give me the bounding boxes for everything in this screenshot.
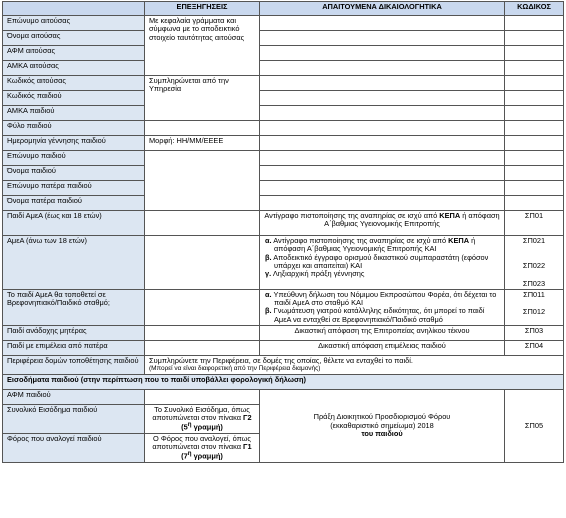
income-document-line: του παιδιού — [361, 428, 403, 438]
table-row — [3, 325, 564, 340]
field-label: Επώνυμο πατέρα παιδιού — [3, 181, 145, 196]
note-sup: η — [187, 421, 192, 429]
documents-cell — [260, 61, 505, 76]
doc-text: Υπεύθυνη δήλωση του Νόμιμου Εκπροσώπου Φορέα, ότι δέχεται το παιδί ΑμεΑ στο σταθμό ΚΑΙ — [271, 289, 497, 308]
amea-child-documents — [260, 211, 505, 236]
doc-text-bold: ΚΕΠΑ — [439, 211, 461, 220]
code-value: ΣΠ021 — [522, 236, 546, 245]
income-document-line: (εκκαθαριστικό σημείωμα) 2018 — [330, 420, 434, 430]
requirements-table — [2, 1, 564, 463]
table-row — [3, 355, 564, 374]
item-marker: γ. — [265, 269, 272, 279]
foster-document: Δικαστική απόφαση της Επιτροπείας ανηλίκου τέκνου — [260, 325, 505, 340]
item-marker: α. — [265, 289, 272, 299]
foster-label: Παιδί ανάδοχης μητέρας — [3, 325, 145, 340]
notes-cell — [145, 151, 260, 211]
tax-note — [145, 433, 260, 462]
code-cell — [505, 31, 564, 46]
header-field — [3, 2, 145, 16]
documents-cell — [260, 16, 505, 31]
documents-cell — [260, 31, 505, 46]
field-label: Όνομα πατέρα παιδιού — [3, 196, 145, 211]
table-row — [3, 289, 564, 325]
notes-cell — [145, 211, 260, 236]
doc-text: ή απόφαση Α΄βαθμιας Υγειονομικής Επιτροπής ΚΑΙ — [274, 236, 476, 254]
field-label: ΑΜΚΑ παιδιού — [3, 106, 145, 121]
table-row — [3, 121, 564, 136]
amea-adult-label: ΑμεΑ (άνω των 18 ετών) — [3, 236, 145, 290]
header-row — [3, 2, 564, 16]
custody-document: Δικαστική απόφαση επιμέλειας παιδιού — [260, 340, 505, 355]
income-document-line: Πράξη Διοικητικού Προσδιορισμού Φόρου — [313, 412, 451, 422]
doc-text: Αντίγραφο πιστοποίησης της αναπηρίας σε ισχύ από — [264, 211, 440, 220]
doc-text: ή απόφαση Α΄βαθμιας Υγειονομικής Επιτροπής — [324, 211, 500, 229]
table-row — [3, 389, 564, 404]
income-code: ΣΠ05 — [505, 389, 564, 463]
field-label: Όνομα παιδιού — [3, 166, 145, 181]
header-documents: ΑΠΑΙΤΟΥΜΕΝΑ ΔΙΚΑΙΟΛΟΓΗΤΙΚΑ — [260, 2, 505, 16]
documents-cell — [260, 76, 505, 91]
field-label: Κωδικός παιδιού — [3, 91, 145, 106]
doc-text: Ληξιαρχική πράξη γέννησης — [271, 269, 365, 279]
tax-label: Φόρος που αναλογεί παιδιού — [3, 433, 145, 462]
documents-cell — [260, 181, 505, 196]
field-label: Κωδικός αιτούσας — [3, 76, 145, 91]
notes-cell — [145, 340, 260, 355]
daycare-documents — [260, 289, 505, 325]
foster-code: ΣΠ03 — [505, 325, 564, 340]
documents-cell — [260, 91, 505, 106]
regions-note-text: Συμπληρώνετε την Περιφέρεια, σε δομές της οποίας, θέλετε να ενταχθεί το παιδί. — [149, 355, 413, 365]
field-label: ΑΦΜ αιτούσας — [3, 46, 145, 61]
total-income-label: Συνολικό Εισόδημα παιδιού — [3, 404, 145, 433]
note-text-bold: γραμμή) — [191, 422, 223, 432]
doc-text: Γνωμάτευση γιατρού κατάλληλης ειδικότητας, ότι μπορεί το παιδί ΑμεΑ να ενταχθεί σε Βρεφονηπιακό/Παιδικό σταθμό — [271, 306, 485, 324]
table-row — [3, 236, 564, 290]
notes-cell — [145, 325, 260, 340]
notes-cell — [145, 236, 260, 290]
code-cell — [505, 166, 564, 181]
notes-cell — [145, 289, 260, 325]
table-row — [3, 91, 564, 106]
regions-label: Περιφέρεια δομών τοποθέτησης παιδιού — [3, 355, 145, 374]
note-text-bold: Γ1 (7 — [181, 442, 252, 461]
table-row — [3, 61, 564, 76]
code-cell — [505, 121, 564, 136]
field-label: Όνομα αιτούσας — [3, 31, 145, 46]
income-document — [260, 389, 505, 463]
code-cell — [505, 196, 564, 211]
field-label: Επώνυμο παιδιού — [3, 151, 145, 166]
note-sup: η — [187, 450, 192, 458]
table-row — [3, 46, 564, 61]
table-row — [3, 196, 564, 211]
table-row — [3, 76, 564, 91]
documents-cell — [260, 121, 505, 136]
table-row — [3, 211, 564, 236]
custody-label: Παιδί με επιμέλεια από πατέρα — [3, 340, 145, 355]
header-notes: ΕΠΕΞΗΓΗΣΕΙΣ — [145, 2, 260, 16]
total-income-note — [145, 404, 260, 433]
code-value: ΣΠ012 — [522, 307, 546, 317]
table-row — [3, 166, 564, 181]
amea-adult-documents — [260, 236, 505, 290]
field-label: Ημερομηνία γέννησης παιδιού — [3, 136, 145, 151]
note-date-format: Μορφή: ΗΗ/ΜΜ/ΕΕΕΕ — [145, 136, 260, 151]
daycare-label: Το παιδί ΑμεΑ θα τοποθετεί σε Βρεφονηπιακό/Παιδικό σταθμό; — [3, 289, 145, 325]
item-marker: β. — [265, 306, 272, 316]
code-value: ΣΠ022 — [522, 261, 546, 271]
daycare-codes — [505, 289, 564, 325]
amea-adult-codes — [505, 236, 564, 290]
code-cell — [505, 106, 564, 121]
documents-cell — [260, 196, 505, 211]
table-row — [3, 106, 564, 121]
note-capital-letters: Με κεφαλαία γράμματα και σύμφωνα με το αποδεικτικό στοιχείο ταυτότητας αιτούσας — [145, 16, 260, 76]
child-afm-label: ΑΦΜ παιδιού — [3, 389, 145, 404]
table-row — [3, 181, 564, 196]
table-row — [3, 31, 564, 46]
code-cell — [505, 91, 564, 106]
note-text-bold: Γ2 (5 — [181, 412, 252, 432]
notes-cell — [145, 121, 260, 136]
code-cell — [505, 136, 564, 151]
code-cell — [505, 151, 564, 166]
code-cell — [505, 46, 564, 61]
regions-note — [145, 355, 564, 374]
documents-cell — [260, 136, 505, 151]
code-cell — [505, 76, 564, 91]
income-section-header — [3, 374, 564, 389]
table-row — [3, 136, 564, 151]
income-section-title: Εισοδήματα παιδιού (στην περίπτωση που το παιδί υποβάλλει φορολογική δήλωση) — [3, 374, 564, 389]
note-text: Το Συνολικό Εισόδημα, όπως αποτυπώνεται στον πίνακα — [152, 404, 250, 422]
field-label: Επώνυμο αιτούσας — [3, 16, 145, 31]
note-filled-by-service: Συμπληρώνεται από την Υπηρεσία — [145, 76, 260, 121]
code-cell — [505, 16, 564, 31]
field-label: Φύλο παιδιού — [3, 121, 145, 136]
table-row — [3, 340, 564, 355]
custody-code: ΣΠ04 — [505, 340, 564, 355]
header-code: ΚΩΔΙΚΟΣ — [505, 2, 564, 16]
documents-cell — [260, 151, 505, 166]
table-row — [3, 151, 564, 166]
code-value: ΣΠ011 — [523, 289, 545, 299]
doc-text: Αποδεικτικό έγγραφο ορισμού δικαστικού συμπαραστάτη (εφόσον υπάρχει και απαιτείται) ΚΑΙ — [271, 252, 489, 270]
field-label: ΑΜΚΑ αιτούσας — [3, 61, 145, 76]
item-marker: α. — [265, 236, 272, 245]
doc-text: Αντίγραφο πιστοποίησης της αναπηρίας σε ισχύ από — [271, 236, 449, 245]
documents-cell — [260, 166, 505, 181]
amea-child-code: ΣΠ01 — [505, 211, 564, 236]
code-cell — [505, 61, 564, 76]
code-value: ΣΠ023 — [522, 278, 546, 288]
doc-text-bold: ΚΕΠΑ — [448, 236, 470, 245]
note-text-bold: γραμμή) — [191, 451, 223, 461]
amea-child-label: Παιδί ΑμεΑ (έως και 18 ετών) — [3, 211, 145, 236]
notes-cell — [145, 389, 260, 404]
code-cell — [505, 181, 564, 196]
item-marker: β. — [265, 252, 272, 262]
note-text: Ο Φόρος που αναλογεί, όπως αποτυπώνεται στον πίνακα — [152, 433, 251, 452]
documents-cell — [260, 106, 505, 121]
regions-subnote: (Μπορεί να είναι διαφορετική από την Περιφέρεια διαμονής) — [149, 365, 321, 373]
table-row — [3, 16, 564, 31]
documents-cell — [260, 46, 505, 61]
